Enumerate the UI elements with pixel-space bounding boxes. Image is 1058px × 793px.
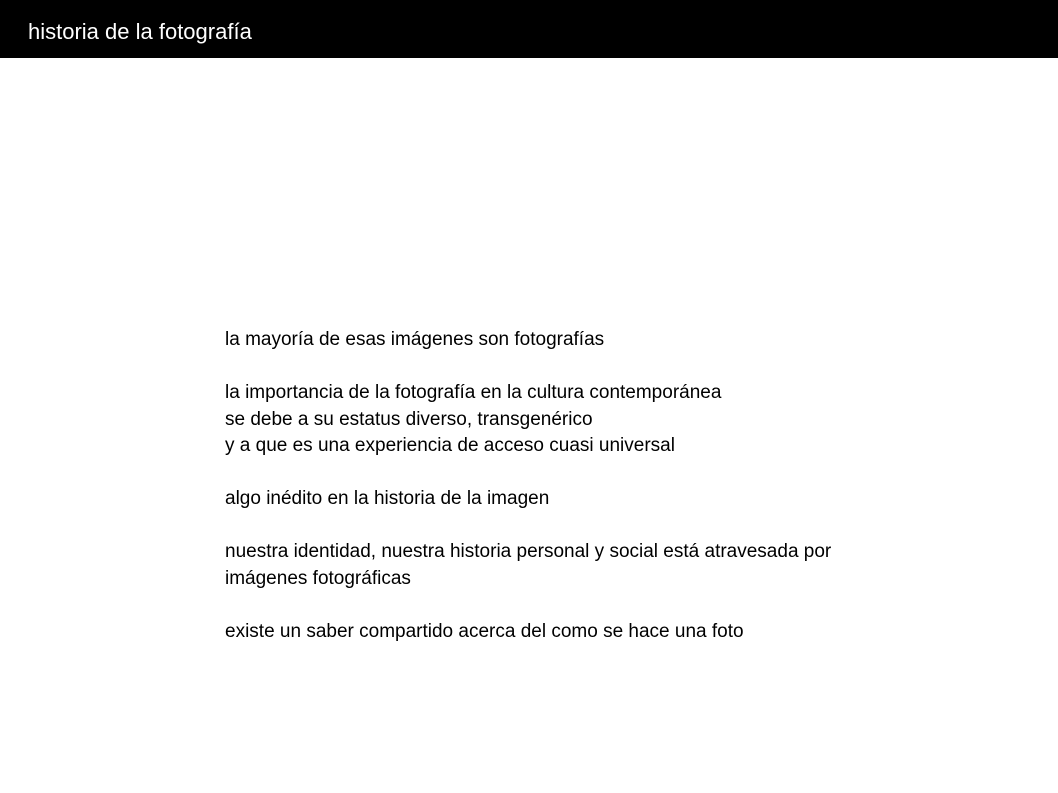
text-line: se debe a su estatus diverso, transgenérico — [225, 408, 593, 430]
slide-title: historia de la fotografía — [28, 19, 252, 44]
text-line: algo inédito en la historia de la imagen — [225, 488, 550, 509]
text-line: la mayoría de esas imágenes son fotografías — [225, 329, 605, 350]
text-line: la importancia de la fotografía en la cultura contemporánea — [225, 382, 722, 403]
text-line: nuestra identidad, nuestra historia personal y social está atravesada por — [225, 541, 832, 562]
text-line: y a que es una experiencia de acceso cuasi universal — [225, 435, 675, 456]
paragraph-4 — [225, 539, 1025, 592]
paragraph-5 — [225, 619, 1025, 646]
text-line: imágenes fotográficas — [225, 567, 411, 589]
paragraph-3 — [225, 486, 1025, 513]
paragraph-2 — [225, 380, 1025, 460]
title-bar — [0, 0, 1058, 58]
text-line: existe un saber compartido acerca del como se hace una foto — [225, 620, 744, 642]
slide-body — [225, 327, 1025, 645]
paragraph-1 — [225, 327, 1025, 354]
